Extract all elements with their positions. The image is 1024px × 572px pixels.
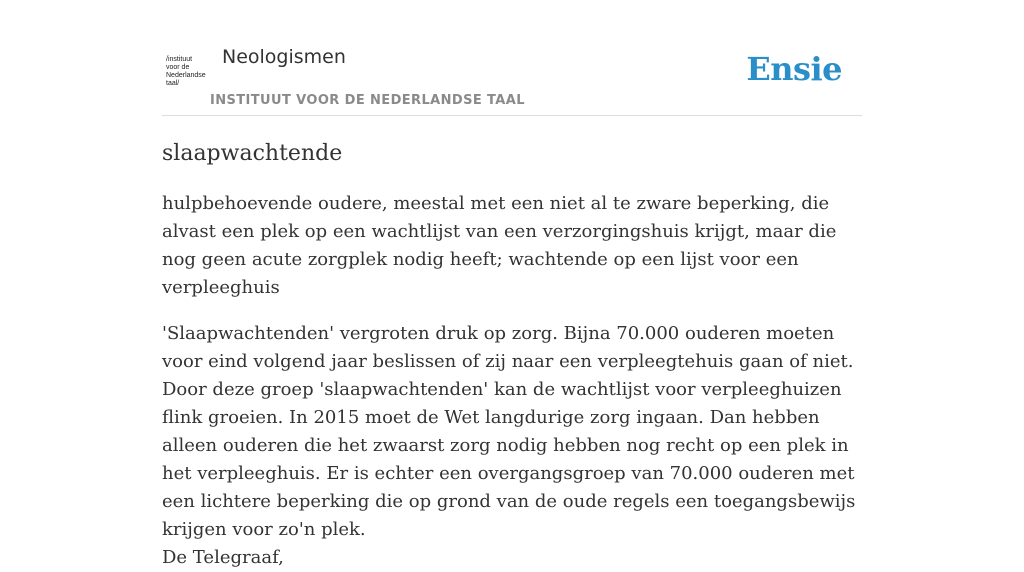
header-divider xyxy=(162,115,862,116)
entry-example: 'Slaapwachtenden' vergroten druk op zorg. Bijna 70.000 ouderen moeten voor eind volgend jaar beslissen of zij naar een verpleegtehuis gaan of niet. Door deze groep 'slaapwachtenden' kan de wachtlijst voor verpleeghuizen flink groeien. In 2015 moet de Wet langdurige zorg ingaan. Dan hebben alleen ouderen die het zwaarst zorg nodig hebben nog recht op een plek in het verpleeghuis. Er is echter een overgangsgroep van 70.000 ouderen met een lichtere beperking die op grond van de oude regels een toegangsbewijs krijgen voor zo'n plek. xyxy=(162,323,856,540)
ensie-logo[interactable]: Ensie xyxy=(746,50,842,88)
entry-content xyxy=(162,138,862,572)
site-title[interactable]: Neologismen xyxy=(222,46,346,68)
entry-source: De Telegraaf, xyxy=(162,547,284,568)
entry-definition: hulpbehoevende oudere, meestal met een niet al te zware beperking, die alvast een plek op een wachtlijst van een verzorgingshuis krijgt, maar die nog geen acute zorgplek nodig heeft; wachtende op een lijst voor een verpleeghuis xyxy=(162,193,837,298)
institute-logo[interactable]: /instituut voor de Nederlandse taal/ xyxy=(166,56,206,87)
site-subtitle: INSTITUUT VOOR DE NEDERLANDSE TAAL xyxy=(210,93,525,108)
entry-headword: slaapwachtende xyxy=(162,141,343,166)
